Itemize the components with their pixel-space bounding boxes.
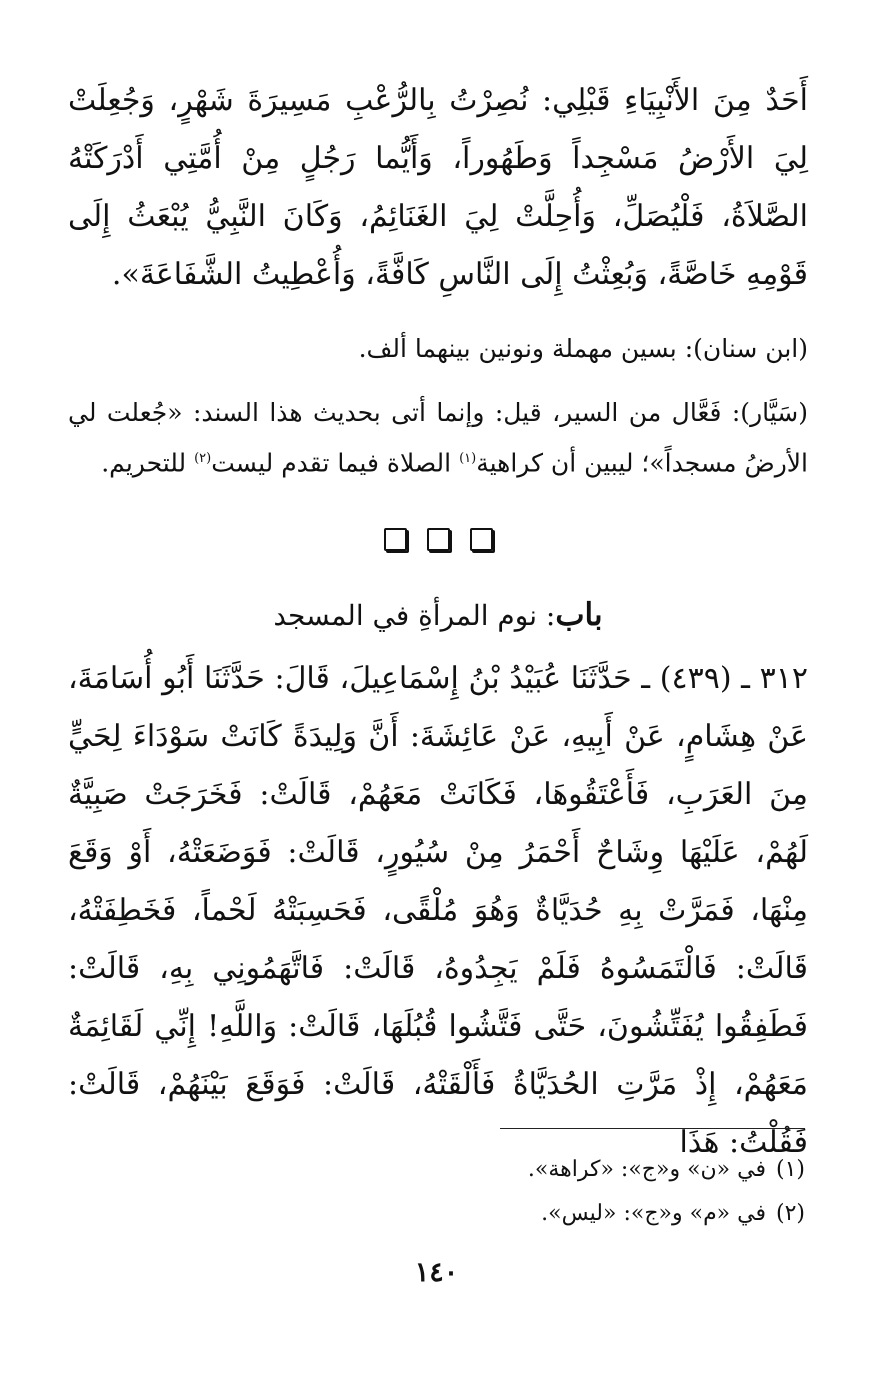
footnote-ref-1[interactable]: (١) (459, 451, 477, 466)
footnote-text: في «م» و«ج»: «ليس». (541, 1201, 766, 1226)
page-body (68, 72, 808, 1172)
chapter-label: باب (555, 597, 603, 634)
hadith-continuation: أَحَدٌ مِنَ الأَنْبِيَاءِ قَبْلِي: نُصِرْتُ بِالرُّعْبِ مَسِيرَةَ شَهْرٍ، وَجُعِلَتْ لِيَ الأَرْضُ مَسْجِداً وَطَهُوراً، وَأَيُّما رَجُلٍ مِنْ أُمَّتِي أَدْرَكَتْهُ الصَّلاَةُ، فَلْيُصَلِّ، وَأُحِلَّتْ لِيَ الغَنَائِمُ، وَكَانَ النَّبِيُّ يُبْعَثُ إِلَى قَوْمِهِ خَاصَّةً، وَبُعِثْتُ إِلَى النَّاسِ كَافَّةً، وَأُعْطِيتُ الشَّفَاعَةَ». (68, 83, 808, 292)
chapter-heading (68, 595, 808, 636)
hadith-312: ٣١٢ ـ (٤٣٩) ـ حَدَّثَنَا عُبَيْدُ بْنُ إِسْمَاعِيلَ، قَالَ: حَدَّثَنَا أَبُو أُسَامَةَ، عَنْ هِشَامٍ، عَنْ أَبِيهِ، عَنْ عَائِشَةَ: أَنَّ وَلِيدَةً كَانَتْ سَوْدَاءَ لِحَيٍّ مِنَ العَرَبِ، فَأَعْتَقُوهَا، فَكَانَتْ مَعَهُمْ، قَالَتْ: فَخَرَجَتْ صَبِيَّةٌ لَهُمْ، عَلَيْهَا وِشَاحٌ أَحْمَرُ مِنْ سُيُورٍ، قَالَتْ: فَوَضَعَتْهُ، أَوْ وَقَعَ مِنْهَا، فَمَرَّتْ بِهِ حُدَيَّاةٌ وَهُوَ مُلْقًى، فَحَسِبَتْهُ لَحْماً، فَخَطِفَتْهُ، قَالَتْ: فَالْتَمَسُوهُ فَلَمْ يَجِدُوهُ، قَالَتْ: فَاتَّهَمُونِي بِهِ، قَالَتْ: فَطَفِقُوا يُفَتِّشُونَ، حَتَّى فَتَّشُوا قُبُلَهَا، قَالَتْ: وَاللَّهِ! إِنِّي لَقَائِمَةٌ مَعَهُمْ، إِذْ مَرَّتِ الحُدَيَّاةُ فَأَلْقَتْهُ، قَالَتْ: فَوَقَعَ بَيْنَهُمْ، قَالَتْ: فَقُلْتُ: هَذَا (68, 661, 808, 1161)
commentary-sayyar (68, 390, 808, 486)
footnote-text: في «ن» و«ج»: «كراهة». (527, 1157, 766, 1182)
commentary-sayyar-middle: الصلاة فيما تقدم ليست (211, 448, 460, 478)
section-separator (68, 528, 808, 551)
square-ornament-icon (470, 528, 493, 551)
chapter-title: : نوم المرأةِ في المسجد (273, 599, 556, 633)
commentary-sayyar-end: للتحريم. (101, 448, 195, 478)
footnote-ref-2[interactable]: (٢) (194, 451, 212, 466)
footnote-number: (٢) (775, 1201, 805, 1226)
square-ornament-icon (384, 528, 407, 551)
square-ornament-icon (427, 528, 450, 551)
commentary-sayyar-text: (سَيَّار): فَعَّال من السير، قيل: وإنما أتى بحديث هذا السند: «جُعلت لي الأرضُ مسجداً»؛ ليبين أن كراهية (68, 398, 808, 478)
footnote-divider (500, 1128, 805, 1129)
footnote-2 (305, 1192, 805, 1236)
footnote-number: (١) (775, 1157, 805, 1182)
commentary-ibn-sinan: (ابن سنان): بسين مهملة ونونين بينهما ألف. (358, 334, 808, 363)
page-number: ١٤٠ (414, 1257, 459, 1288)
footnote-1 (305, 1148, 805, 1192)
footnotes (305, 1148, 805, 1236)
